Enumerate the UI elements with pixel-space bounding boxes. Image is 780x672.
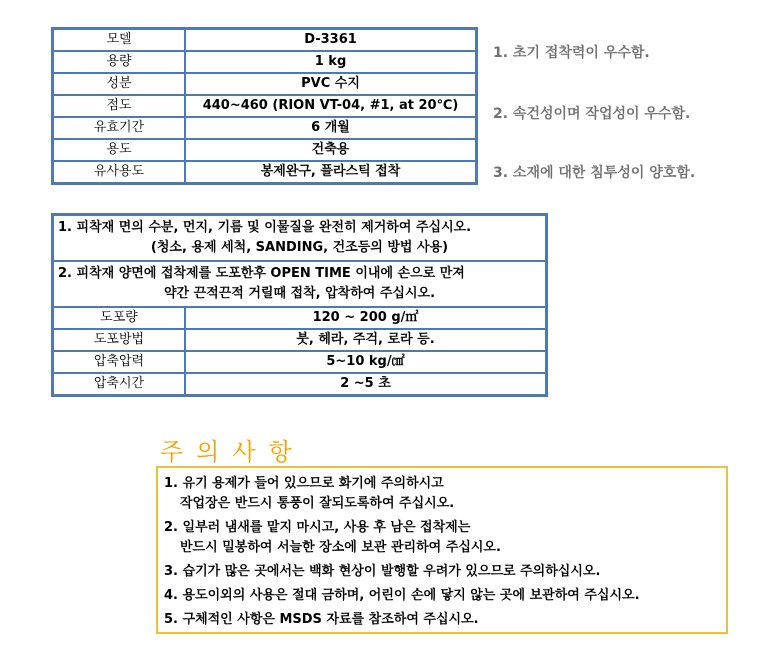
spec-row [53, 117, 476, 139]
caution-item [164, 562, 720, 582]
procedure-label: 압축압력 [53, 351, 185, 373]
feature-item: 1. 초기 접착력이 우수함. [493, 45, 650, 61]
spec-row [53, 161, 476, 183]
caution-line: 3. 습기가 많은 곳에서는 백화 현상이 발행할 우려가 있으므로 주의하십시오. [164, 564, 601, 579]
caution-item [164, 610, 720, 630]
procedure-note [53, 215, 546, 261]
procedure-value: 5~10 kg/㎠ [185, 351, 546, 373]
spec-row [53, 73, 476, 95]
feature-item: 3. 소재에 대한 침투성이 양호함. [493, 165, 696, 181]
procedure-row [53, 307, 546, 329]
spec-table [51, 27, 478, 185]
caution-line: 작업장은 반드시 통풍이 잘되도록하여 주십시오. [180, 496, 455, 511]
caution-line: 1. 유기 용제가 들어 있으므로 화기에 주의하시고 [164, 476, 444, 491]
caution-line: 2. 일부러 냄새를 맡지 마시고, 사용 후 남은 접착제는 [164, 520, 471, 535]
procedure-note-line: 2. 피착재 양면에 접착제를 도포한후 OPEN TIME 이내에 손으로 만져 [58, 266, 465, 281]
caution-item [164, 474, 720, 514]
caution-box [156, 466, 728, 634]
procedure-row [53, 351, 546, 373]
caution-title: 주의사항 [160, 438, 305, 466]
caution-line: 반드시 밀봉하여 서늘한 장소에 보관 관리하여 주십시오. [180, 540, 501, 555]
spec-row [53, 29, 476, 51]
procedure-label: 압축시간 [53, 373, 185, 395]
spec-label: 성분 [53, 73, 185, 95]
caution-item [164, 586, 720, 606]
procedure-row [53, 373, 546, 395]
procedure-note-line: (청소, 용제 세척, SANDING, 건조등의 방법 사용) [150, 240, 449, 255]
caution-line: 4. 용도이외의 사용은 절대 금하며, 어린이 손에 닿지 않는 곳에 보관하여 주십시오. [164, 588, 640, 603]
spec-value: 1 kg [185, 51, 476, 73]
spec-value: 6 개월 [185, 117, 476, 139]
procedure-note-row [53, 261, 546, 307]
caution-line: 5. 구체적인 사항은 MSDS 자료를 참조하여 주십시오. [164, 612, 479, 627]
procedure-label: 도포방법 [53, 329, 185, 351]
spec-row [53, 51, 476, 73]
spec-label: 용량 [53, 51, 185, 73]
spec-row [53, 139, 476, 161]
spec-label: 유효기간 [53, 117, 185, 139]
spec-label: 점도 [53, 95, 185, 117]
spec-value: 440~460 (RION VT-04, #1, at 20℃) [185, 95, 476, 117]
procedure-note-row [53, 215, 546, 261]
spec-label: 유사용도 [53, 161, 185, 183]
spec-label: 용도 [53, 139, 185, 161]
spec-label: 모델 [53, 29, 185, 51]
procedure-row [53, 329, 546, 351]
spec-value: 건축용 [185, 139, 476, 161]
feature-item: 2. 속건성이며 작업성이 우수함. [493, 106, 691, 122]
procedure-value: 붓, 헤라, 주걱, 로라 등. [185, 329, 546, 351]
spec-row [53, 95, 476, 117]
procedure-note-line: 약간 끈적끈적 거릴때 접착, 압착하여 주십시오. [163, 286, 436, 301]
procedure-label: 도포량 [53, 307, 185, 329]
spec-value: PVC 수지 [185, 73, 476, 95]
procedure-note [53, 261, 546, 307]
spec-value: D-3361 [185, 29, 476, 51]
caution-item [164, 518, 720, 558]
procedure-table [51, 213, 548, 397]
procedure-value: 120 ~ 200 g/㎡ [185, 307, 546, 329]
spec-value: 봉제완구, 플라스틱 접착 [185, 161, 476, 183]
procedure-value: 2 ~5 초 [185, 373, 546, 395]
procedure-note-line: 1. 피착재 면의 수분, 먼지, 기름 및 이물질을 완전히 제거하여 주십시오. [58, 220, 472, 235]
